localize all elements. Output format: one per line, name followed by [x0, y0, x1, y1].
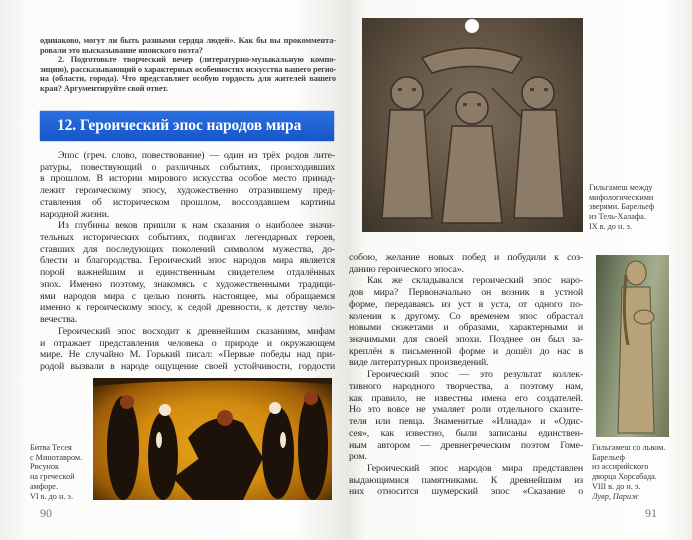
text-line: мире. Не случайно М. Горький писал: «Первые победы над при-: [40, 349, 335, 361]
text-line: выдающимися памятниками. К древнейшим из: [349, 474, 583, 486]
text-line: ром.: [349, 451, 367, 463]
text-line: креплён в письменной форме и дошёл до нас в: [349, 345, 583, 357]
text-line: форме, передаваясь из уст в уста, от одного по-: [349, 298, 583, 310]
caption-line: VI в. до н. э.: [30, 491, 73, 501]
text-line: Героический эпос восходит к древнейшим сказаниям, мифам: [58, 325, 335, 337]
text-line: Как же складывался героический эпос наро-: [367, 275, 583, 287]
text-line: тельных исторических событиях, подвигах легендарных героев,: [40, 232, 335, 244]
caption-line: из Тель-Халафа.: [589, 212, 646, 222]
caption-line: VIII в. до н. э.: [592, 481, 641, 491]
gilgamesh-lion-image: [596, 255, 669, 437]
text-line: лежит героическому эпосу, художественно отразившему пред-: [40, 185, 335, 197]
amphora-image: [93, 378, 332, 500]
amphora-figures: [93, 378, 332, 500]
text-line: блести и благородства. Героический эпос народов мира является: [40, 255, 335, 267]
section-title: 12. Героический эпос народов мира: [57, 117, 302, 134]
caption-line: IX в. до н. э.: [589, 221, 632, 231]
text-line: Героический эпос — это результат коллек-: [367, 369, 583, 381]
text-line: сея», как известно, были записаны единствен-: [349, 427, 583, 439]
caption-line: из ассирийского: [592, 462, 649, 472]
section-header: [40, 111, 334, 141]
right-page: [346, 0, 692, 540]
museum-location: Лувр, Париж: [592, 491, 639, 501]
text-line: одинаково, могут ли быть разными сердца людей». Как бы вы прокоммента-: [40, 36, 336, 45]
text-line: ным автором — древнегреческим поэтом Гоме-: [349, 439, 583, 451]
left-body-text: [40, 150, 335, 373]
text-line: теля или певца. Знаменитые «Илиада» и «Одис-: [349, 416, 583, 428]
text-line: и отражает представления человека о природе и окружающем: [40, 337, 335, 349]
text-line: ями народов мира с целью понять настоящее, мы обращаемся: [40, 290, 335, 302]
text-line: них относится шумерский эпос «Сказание о: [349, 486, 583, 498]
text-line: ставления об историческом прошлом, воссоздавшем картины: [40, 196, 335, 208]
text-line: значимыми для своей эпохи. Позднее он был за-: [349, 334, 583, 346]
text-line: дов мира? Первоначально он возник в устной: [349, 287, 583, 299]
text-line: 2. Подготовьте творческий вечер (литературно-музыкальную компо-: [58, 55, 336, 65]
caption-line: дворца Хорсабада.: [592, 472, 657, 482]
caption-line: Гильгамеш между: [589, 183, 653, 192]
text-line: порой важнейшим и единственным свидетелем отдалённых: [40, 267, 335, 279]
caption-line: Рисунок: [30, 462, 60, 472]
gilgamesh-lion-caption: [592, 443, 665, 501]
page-number-right: 91: [645, 506, 657, 520]
page-number-left: 90: [40, 506, 52, 520]
text-line: ратуры, повествующий о различных событиях, происходивших: [40, 161, 335, 173]
caption-line: Гильгамеш со львом.: [592, 443, 666, 452]
text-line: Героический эпос народов мира представлен: [367, 462, 583, 474]
text-line: тивного народного творчества, а поэтому нам,: [349, 380, 583, 392]
text-line: народной жизни.: [40, 208, 110, 220]
text-line: данию героического эпоса».: [349, 263, 464, 275]
text-line: зицию), рассказывающий о характерных особенностях искусства вашего регио-: [40, 64, 336, 74]
text-line: эпох. Именно поэтому, знакомясь с художественными традици-: [40, 278, 335, 290]
text-line: коления к другому. Со временем эпос обрастал: [349, 310, 583, 322]
right-body-text: [349, 252, 583, 498]
caption-line: зверями. Барельеф: [589, 202, 655, 212]
amphora-caption: [30, 443, 82, 501]
text-line: собою, желание новых побед и побудили к соз-: [349, 252, 583, 263]
caption-line: на греческой: [30, 472, 75, 482]
text-line: вечества.: [40, 314, 78, 326]
caption-line: амфоре.: [30, 481, 58, 491]
caption-line: Барельеф: [592, 452, 625, 462]
text-line: на (области, города). Что представляет особую гордость для жителей вашего: [40, 74, 336, 84]
text-line: Из глубины веков пришли к нам сказания о наиболее значи-: [58, 220, 335, 232]
text-line: Но это вовсе не умаляет роли отдельного сказите-: [349, 404, 583, 416]
caption-line: с Минотавром.: [30, 452, 83, 462]
text-line: Эпос (греч. слово, повествование) — один из трёх родов лите-: [58, 150, 335, 161]
text-line: как правило, не известны имена его создателей.: [349, 392, 583, 404]
text-line: края? Аргументируйте свой ответ.: [40, 83, 168, 93]
relief-caption: [589, 183, 654, 232]
text-line: ставших для последующих поколений символом мужества, до-: [40, 243, 335, 255]
relief-figures: [362, 18, 583, 232]
caption-line: Битва Тесея: [30, 443, 72, 452]
text-line: в прошлом. В истории мирового искусства особое место принад-: [40, 173, 335, 185]
text-line: новыми сюжетами и образами, характерными и: [349, 322, 583, 334]
caption-line: мифологическими: [589, 192, 654, 202]
text-line: именно к героическому эпосу, к седой древности, к детству чело-: [40, 302, 335, 314]
gilgamesh-relief-image: [362, 18, 583, 232]
gilgamesh-figure: [596, 255, 669, 437]
text-line: ровали это высказывание японского поэта?: [40, 45, 203, 55]
text-line: родой вызвали в народе ощущение своей устойчивости, гордости: [40, 360, 335, 372]
assignment-questions: [40, 36, 336, 94]
text-line: виде литературных произведений.: [349, 357, 489, 369]
